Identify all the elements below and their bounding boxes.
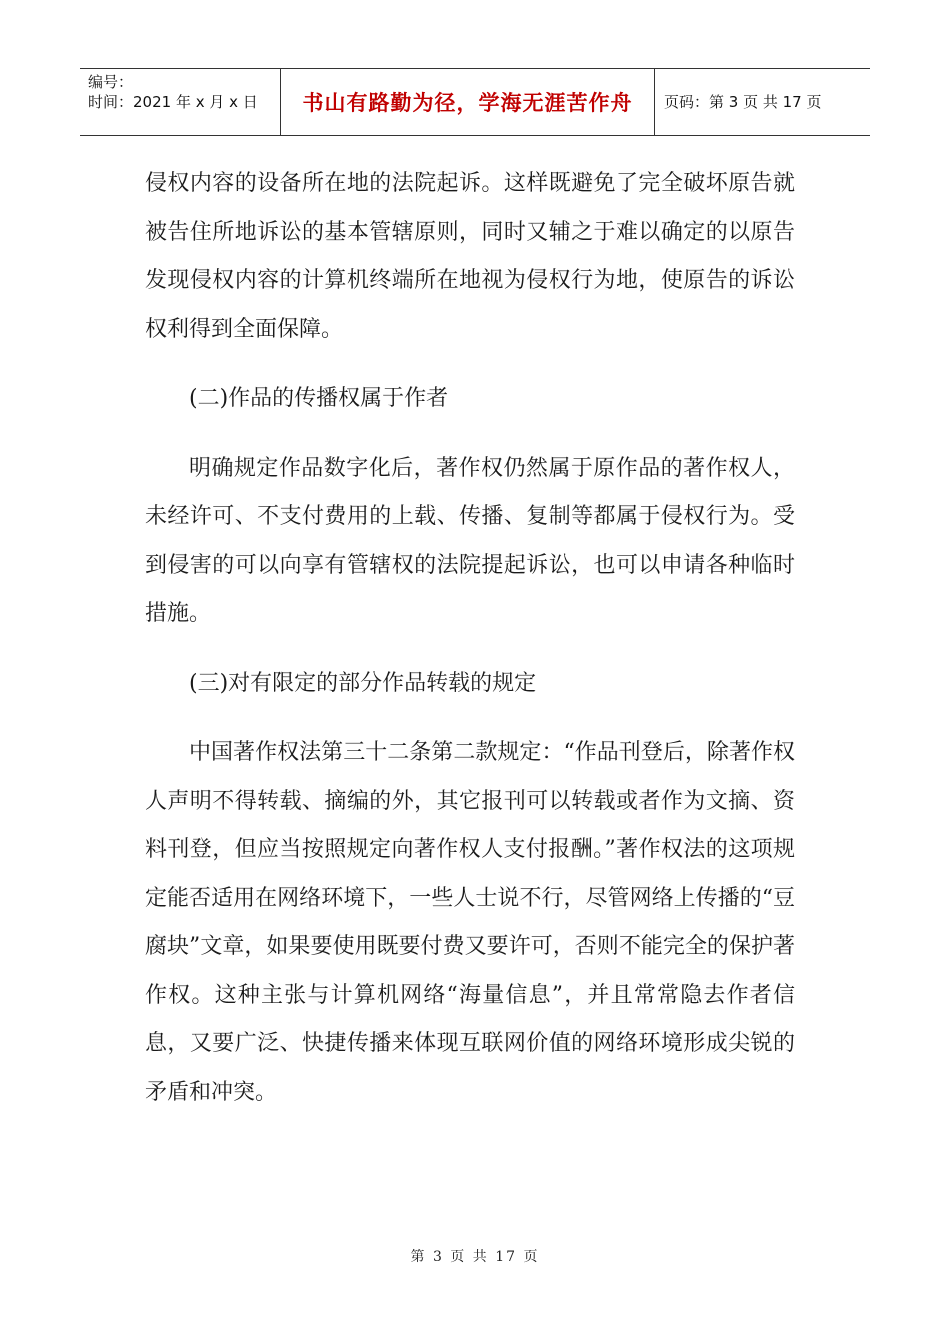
header-motto-cell (281, 69, 655, 135)
document-number: 编号： (88, 73, 134, 91)
document-body (145, 160, 795, 1138)
document-date: 时间：2021 年 x 月 x 日 (88, 93, 258, 111)
section-heading: (三)对有限定的部分作品转载的规定 (189, 670, 537, 696)
body-paragraph: 中国著作权法第三十二条第二款规定：“作品刊登后，除著作权人声明不得转载、摘编的外，其它报刊可以转载或者作为文摘、资料刊登，但应当按照规定向著作权人支付报酬。”著作权法的这项规定能否适用在网络环境下，一些人士说不行，尽管网络上传播的“豆腐块”文章，如果要使用既要付费又要许可，否则不能完全的保护著作权。这种主张与计算机网络“海量信息”，并且常常隐去作者信息，又要广泛、快捷传播来体现互联网价值的网络环境形成尖锐的矛盾和冲突。 (145, 740, 795, 1105)
header-page-cell (655, 69, 870, 135)
page-footer: 第 3 页 共 17 页 (410, 1249, 540, 1265)
body-paragraph: 侵权内容的设备所在地的法院起诉。这样既避免了完全破坏原告就被告住所地诉讼的基本管辖原则，同时又辅之于难以确定的以原告发现侵权内容的计算机终端所在地视为侵权行为地，使原告的诉讼权利得到全面保障。 (145, 171, 795, 342)
header-meta-cell (80, 69, 281, 135)
header-motto: 书山有路勤为径，学海无涯苦作舟 (302, 91, 633, 115)
body-paragraph: 明确规定作品数字化后，著作权仍然属于原作品的著作权人，未经许可、不支付费用的上载、传播、复制等都属于侵权行为。受到侵害的可以向享有管辖权的法院提起诉讼，也可以申请各种临时措施。 (145, 455, 795, 626)
page-header (80, 68, 870, 136)
header-page-number: 页码：第 3 页 共 17 页 (664, 93, 822, 111)
section-heading: (二)作品的传播权属于作者 (189, 386, 449, 411)
